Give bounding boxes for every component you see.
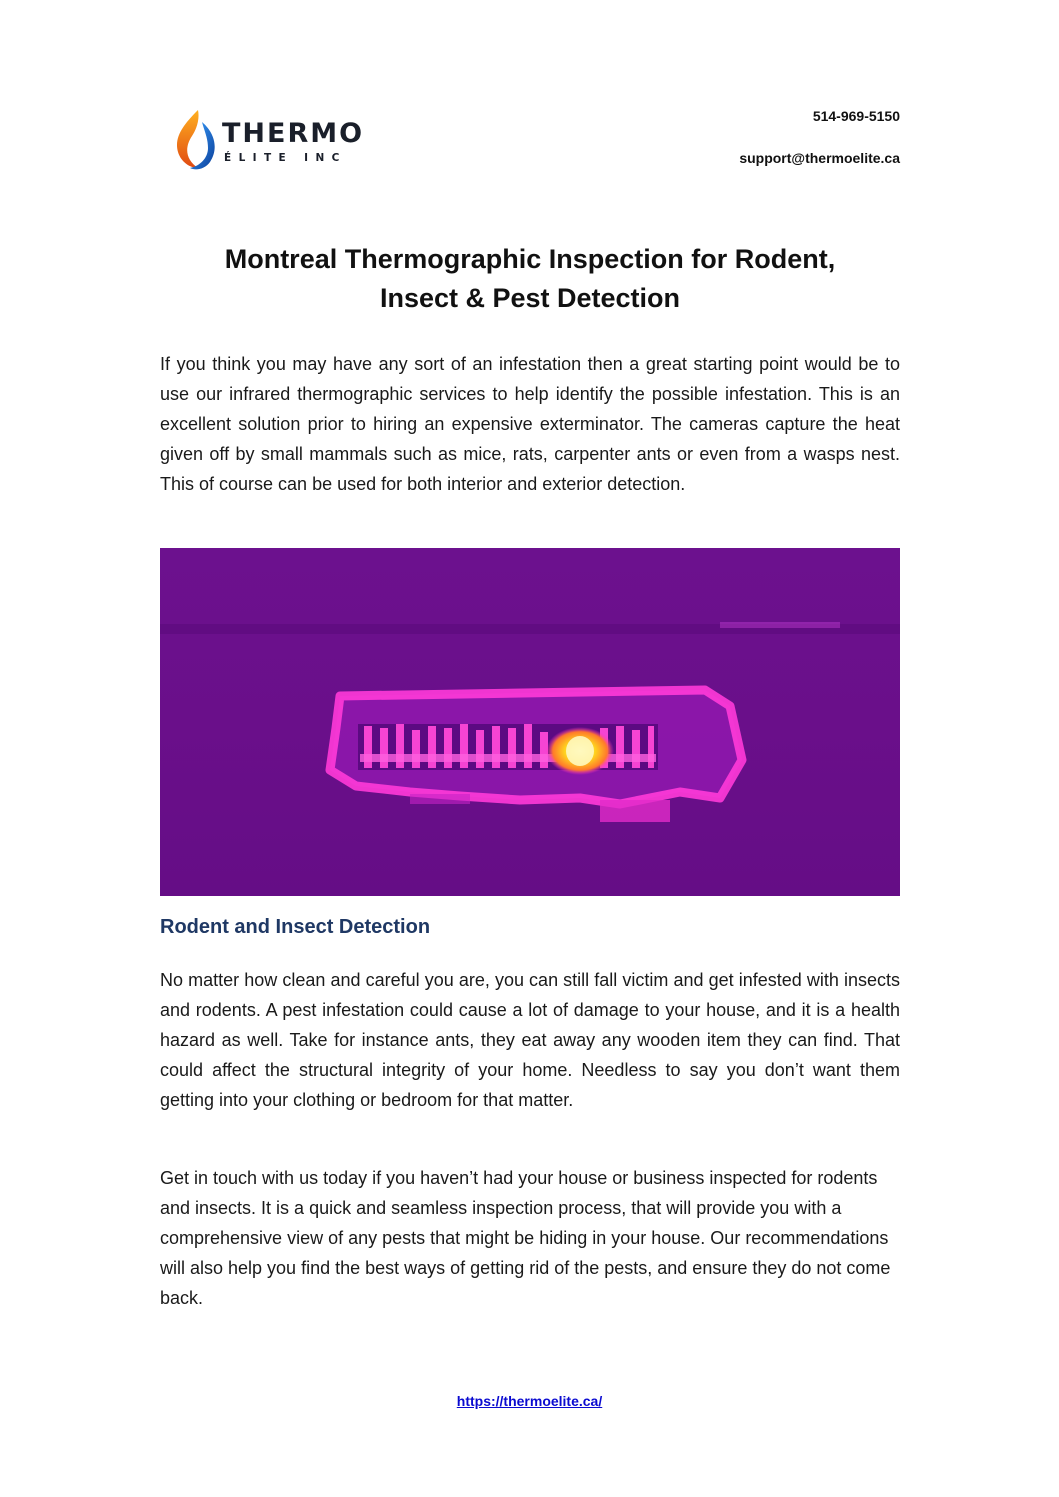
brand-name: THERMO: [222, 118, 365, 149]
page-title-line-1: Montreal Thermographic Inspection for Rodent,: [224, 244, 836, 274]
footer: [0, 1393, 1059, 1409]
thermo-elite-logo: [172, 108, 372, 174]
email-address[interactable]: support@thermoelite.ca: [739, 150, 900, 166]
thermal-camera-image: [160, 548, 900, 896]
section-paragraph-2: Get in touch with us today if you haven’t had your house or business inspected for rodents and insects. It is a quick and seamless inspection process, that will provide you with a comprehensive view of any pests that might be hiding in your house. Our recommendations will also help you find the best ways of getting rid of the pests, and ensure they do not come back.: [160, 1168, 891, 1308]
brand-subtitle: ÉLITE INC: [224, 152, 347, 164]
intro-paragraph: If you think you may have any sort of an infestation then a great starting point would be to use our infrared thermographic services to help identify the possible infestation. This is an excellent solution prior to hiring an expensive exterminator. The cameras capture the heat given off by small mammals such as mice, rats, carpenter ants or even from a wasps nest. This of course can be used for both interior and exterior detection.: [160, 354, 900, 494]
phone-number[interactable]: 514-969-5150: [812, 108, 900, 124]
section-paragraph-1: No matter how clean and careful you are, you can still fall victim and get infested with insects and rodents. A pest infestation could cause a lot of damage to your house, and it is a health hazard as well. Take for instance ants, they eat away any wooden item they can find. That could affect the structural integrity of your home. Needless to say you don’t want them getting into your clothing or bedroom for that matter.: [160, 970, 900, 1110]
page-title: [160, 240, 900, 318]
thermal-image-graphic: [160, 548, 900, 896]
page-title-line-2: Insect & Pest Detection: [379, 283, 681, 313]
website-link[interactable]: https://thermoelite.ca/: [456, 1393, 603, 1409]
flame-logo-icon: [172, 108, 220, 172]
section-heading: Rodent and Insect Detection: [160, 916, 431, 938]
